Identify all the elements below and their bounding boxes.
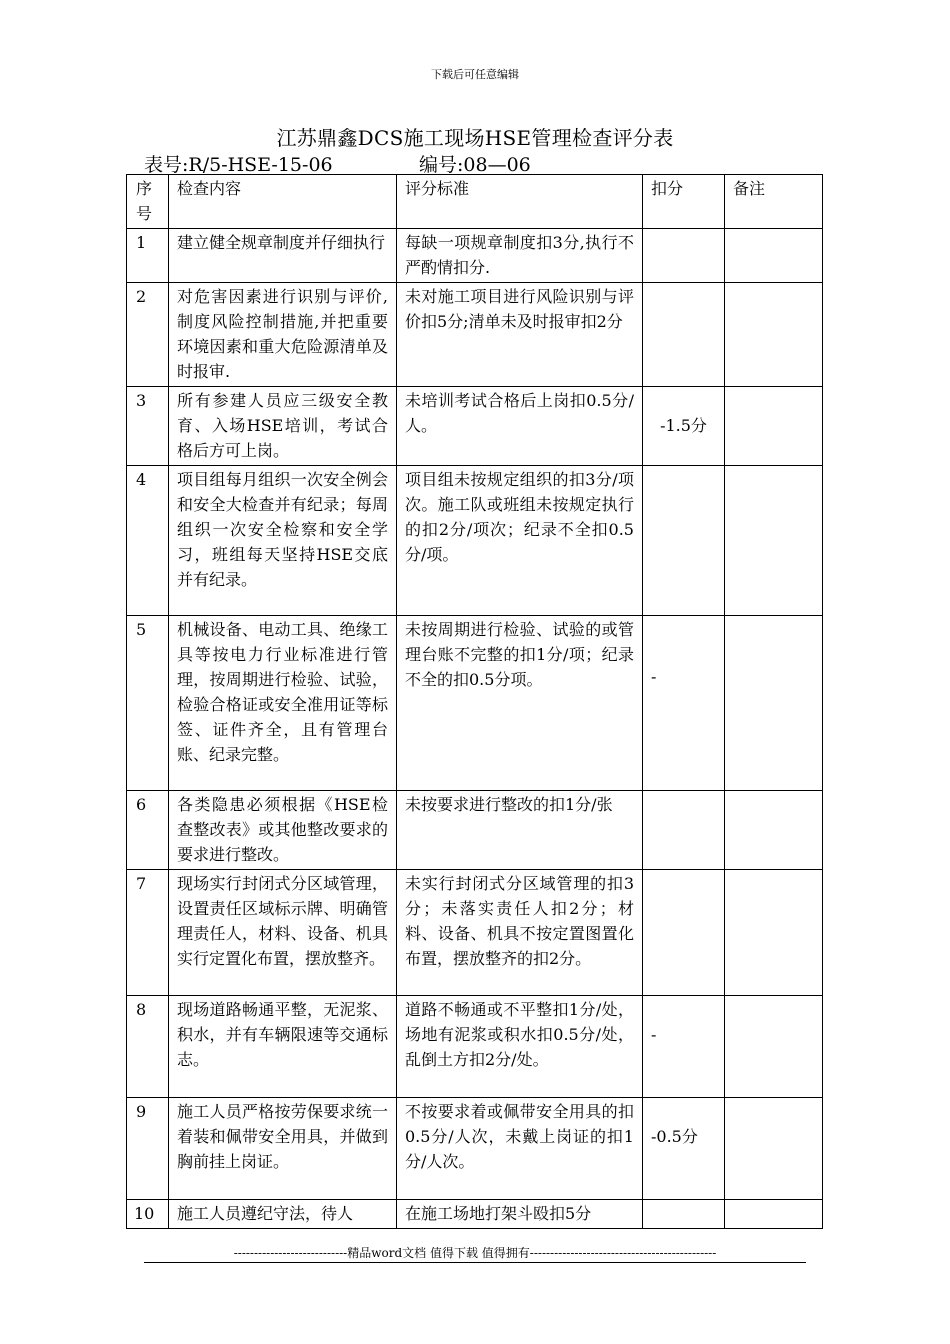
row-deduct: -1.5分 [643, 387, 725, 466]
header-no: 序号 [127, 175, 169, 229]
row-no: 7 [127, 870, 169, 996]
table-row [127, 229, 823, 283]
row-no: 4 [127, 466, 169, 616]
row-no: 10 [127, 1200, 169, 1229]
row-deduct [643, 466, 725, 616]
row-standard: 项目组未按规定组织的扣3分/项次。施工队或班组未按规定执行的扣2分/项次；纪录不全扣0.5分/项。 [397, 466, 643, 616]
row-standard: 未对施工项目进行风险识别与评价扣5分;清单未及时报审扣2分 [397, 283, 643, 387]
row-remark [725, 1200, 823, 1229]
table-row [127, 791, 823, 870]
row-content: 施工人员遵纪守法，待人 [169, 1200, 397, 1229]
row-remark [725, 466, 823, 616]
row-deduct [643, 1200, 725, 1229]
row-deduct [643, 229, 725, 283]
table-row [127, 1098, 823, 1200]
row-content: 建立健全规章制度并仔细执行 [169, 229, 397, 283]
header-remark: 备注 [725, 175, 823, 229]
row-no: 1 [127, 229, 169, 283]
row-deduct [643, 283, 725, 387]
table-row [127, 616, 823, 791]
row-no: 6 [127, 791, 169, 870]
row-deduct [643, 870, 725, 996]
row-standard: 在施工场地打架斗殴扣5分 [397, 1200, 643, 1229]
row-content: 施工人员严格按劳保要求统一着装和佩带安全用具，并做到胸前挂上岗证。 [169, 1098, 397, 1200]
row-remark [725, 1098, 823, 1200]
row-deduct: - [643, 616, 725, 791]
table-row [127, 283, 823, 387]
row-deduct [643, 791, 725, 870]
row-no: 8 [127, 996, 169, 1098]
table-row [127, 466, 823, 616]
row-content: 现场实行封闭式分区域管理，设置责任区域标示牌、明确管理责任人，材料、设备、机具实行定置化布置，摆放整齐。 [169, 870, 397, 996]
row-standard: 每缺一项规章制度扣3分,执行不严酌情扣分. [397, 229, 643, 283]
row-standard: 未按周期进行检验、试验的或管理台账不完整的扣1分/项；纪录不全的扣0.5分项。 [397, 616, 643, 791]
table-row [127, 996, 823, 1098]
row-content: 所有参建人员应三级安全教育、入场HSE培训，考试合格后方可上岗。 [169, 387, 397, 466]
row-no: 3 [127, 387, 169, 466]
row-standard: 不按要求着或佩带安全用具的扣0.5分/人次，未戴上岗证的扣1分/人次。 [397, 1098, 643, 1200]
row-content: 项目组每月组织一次安全例会和安全大检查并有纪录；每周组织一次安全检察和安全学习，班组每天坚持HSE交底并有纪录。 [169, 466, 397, 616]
row-remark [725, 229, 823, 283]
serial-number: 编号:08—06 [419, 154, 531, 176]
row-no: 2 [127, 283, 169, 387]
document-meta [144, 150, 531, 177]
header-deduct: 扣分 [643, 175, 725, 229]
page-footer-note: ----------------------------精品word文档 值得下载 值得拥有---------------------------------------------- [233, 1246, 717, 1260]
row-content: 对危害因素进行识别与评价,制度风险控制措施,并把重要环境因素和重大危险源清单及时报审. [169, 283, 397, 387]
page-header-note: 下载后可任意编辑 [431, 68, 519, 81]
table-row [127, 387, 823, 466]
row-remark [725, 387, 823, 466]
row-remark [725, 616, 823, 791]
row-content: 机械设备、电动工具、绝缘工具等按电力行业标准进行管理，按周期进行检验、试验，检验合格证或安全准用证等标签、证件齐全，且有管理台账、纪录完整。 [169, 616, 397, 791]
table-row [127, 870, 823, 996]
document-title: 江苏鼎鑫DCS施工现场HSE管理检查评分表 [276, 126, 674, 150]
row-content: 现场道路畅通平整，无泥浆、积水，并有车辆限速等交通标志。 [169, 996, 397, 1098]
footer-divider [144, 1262, 806, 1263]
header-standard: 评分标准 [397, 175, 643, 229]
row-remark [725, 996, 823, 1098]
row-deduct: - [643, 996, 725, 1098]
table-row [127, 1200, 823, 1229]
row-remark [725, 791, 823, 870]
header-content: 检查内容 [169, 175, 397, 229]
row-remark [725, 870, 823, 996]
hse-score-table [126, 174, 823, 1229]
row-deduct: -0.5分 [643, 1098, 725, 1200]
row-standard: 道路不畅通或不平整扣1分/处，场地有泥浆或积水扣0.5分/处，乱倒土方扣2分/处。 [397, 996, 643, 1098]
form-code: 表号:R/5-HSE-15-06 [144, 154, 333, 176]
row-standard: 未实行封闭式分区域管理的扣3分；未落实责任人扣2分；材料、设备、机具不按定置图置化布置，摆放整齐的扣2分。 [397, 870, 643, 996]
row-remark [725, 283, 823, 387]
row-standard: 未培训考试合格后上岗扣0.5分/人。 [397, 387, 643, 466]
row-standard: 未按要求进行整改的扣1分/张 [397, 791, 643, 870]
row-no: 9 [127, 1098, 169, 1200]
table-header-row [127, 175, 823, 229]
row-no: 5 [127, 616, 169, 791]
row-content: 各类隐患必须根据《HSE检查整改表》或其他整改要求的要求进行整改。 [169, 791, 397, 870]
